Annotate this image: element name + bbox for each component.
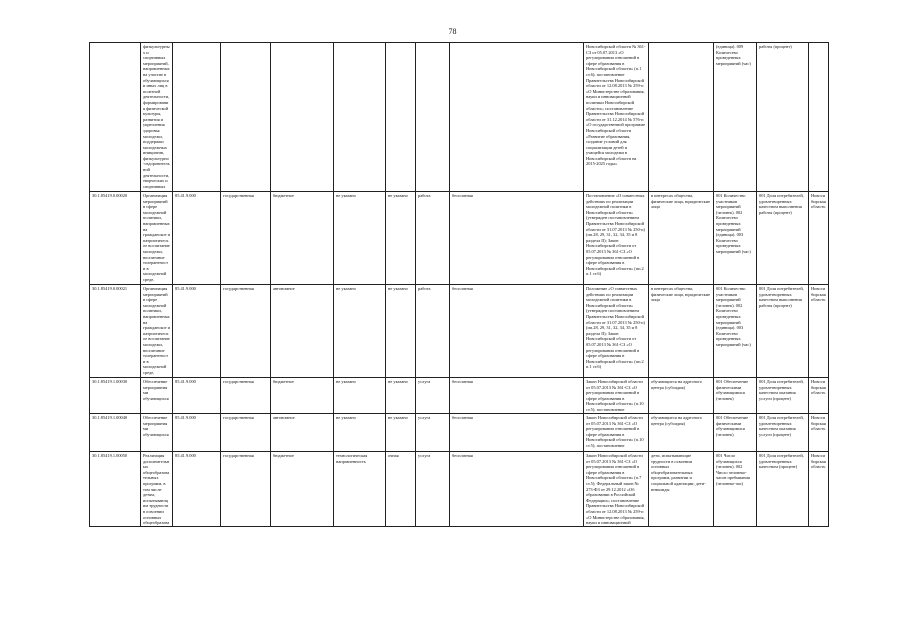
name-cell xyxy=(90,192,141,285)
region-cell xyxy=(757,414,809,452)
payment-cell xyxy=(416,285,450,378)
cell-text: 001 Доля потребителей, удовлетворенных качеством выполнения работы (процент) xyxy=(759,286,804,308)
conditions-cell xyxy=(334,192,386,285)
cell-text: 001 Количество участников мероприятий (человек). 002 Количество проведенных мероприятий (единица). 003 Количество проведенных мероприятий (час) xyxy=(716,286,751,347)
table-cell xyxy=(809,285,829,378)
cell-text: Новосибирская область xyxy=(811,415,826,432)
cell-text: автономное xyxy=(273,286,295,291)
region-cell xyxy=(757,192,809,285)
cell-text: 85.41.9.000 xyxy=(175,415,196,420)
okved-cell xyxy=(141,43,173,192)
payment-cell xyxy=(416,43,450,192)
conditions-cell xyxy=(334,452,386,527)
table-row xyxy=(90,285,829,378)
content-cell xyxy=(271,192,334,285)
cell-text: 30.1.85419.0.00020 xyxy=(92,193,128,198)
quality-indicators-cell xyxy=(714,452,757,527)
service-kind-cell xyxy=(386,43,416,192)
okved-cell xyxy=(141,452,173,527)
volume-indicators-cell xyxy=(649,43,714,192)
cell-text: не указано xyxy=(388,286,408,291)
cell-text: бесплатная xyxy=(452,286,473,291)
type-cell xyxy=(173,192,221,285)
cell-text: Закон Новосибирской области от 05.07.2013 № 361-СЗ «О регулировании отношений в сфере образования в Новосибирской области» (п.7 ст.5); Федеральный закон № 273-ФЗ от 29.12.2012 «Об образовании в Российской Федерации»; постановление Правительства Новосибирской области от 12.08.2013 № 259-п «О Министерстве образования, науки и инновационной xyxy=(586,453,645,525)
cell-text: государственная xyxy=(223,193,254,198)
cell-text: Закон Новосибирской области от 05.07.2013 № 361-СЗ «О регулировании отношений в сфере образования в Новосибирской области» (п.10 ст.5); постановление xyxy=(586,379,644,412)
cell-text: 001 Обеспечение физическими обучающимися (человек) xyxy=(716,415,749,437)
cell-text: Закон Новосибирской области от 05.07.2013 № 361-СЗ «О регулировании отношений в сфере образования в Новосибирской области» (п.10 ст.5); постановление xyxy=(586,415,644,448)
table-cell xyxy=(809,192,829,285)
cell-text: 001 Доля потребителей, удовлетворенных качеством оказания услуги (процент) xyxy=(759,379,804,401)
payment-cell xyxy=(416,452,450,527)
name-cell xyxy=(90,414,141,452)
cell-text: бесплатная xyxy=(452,379,473,384)
consumers-cell xyxy=(584,414,649,452)
cell-text: Новосибирская область xyxy=(811,193,826,210)
cell-text: работа xyxy=(418,286,431,291)
cell-text: не указано xyxy=(388,415,408,420)
cell-text: 85.41.9.000 xyxy=(175,286,196,291)
cell-text: бесплатная xyxy=(452,193,473,198)
table-cell xyxy=(809,378,829,414)
cell-text: 30.1.85419.1.00050 xyxy=(92,453,128,458)
service-kind-cell xyxy=(386,192,416,285)
cell-text: не указано xyxy=(336,193,356,198)
cell-text: Реализация дополнительных общеобразовательных программ, в том числе детям, испытывающим трудности в освоении основных общеобразова xyxy=(143,453,170,525)
service-kind-cell xyxy=(386,452,416,527)
quality-indicators-cell xyxy=(714,378,757,414)
consumers-cell xyxy=(584,378,649,414)
table-row xyxy=(90,43,829,192)
cell-text: 001 Количество участников мероприятий (человек). 002 Количество проведенных мероприятий (единица). 003 Количество проведенных мероприятий (час) xyxy=(716,193,751,254)
consumers-cell xyxy=(584,43,649,192)
type-cell xyxy=(173,378,221,414)
volume-indicators-cell xyxy=(649,378,714,414)
region-cell xyxy=(757,378,809,414)
cell-text: в интересах общества, физические лица, юридические лица xyxy=(651,193,711,210)
cell-text: 30.1.85419.1.00030 xyxy=(92,379,128,384)
cell-text: 30.1.85419.0.00021 xyxy=(92,286,128,291)
cell-text: бесплатная xyxy=(452,415,473,420)
cell-text: 001 Доля потребителей, удовлетворенных качеством оказания услуги (процент) xyxy=(759,415,804,437)
type-cell xyxy=(173,285,221,378)
cell-text: не указано xyxy=(336,415,356,420)
region-cell xyxy=(757,43,809,192)
service-kind-cell xyxy=(386,285,416,378)
cell-text: 001 Обеспечение физическими обучающимися (человек) xyxy=(716,379,749,401)
cell-text: дети, испытывающие трудности в освоении основных общеобразовательных программ, развитии и социальной адаптации; дети-инвалиды xyxy=(651,453,706,492)
cell-text: 85.41.9.000 xyxy=(175,193,196,198)
cell-text: государственная xyxy=(223,379,254,384)
cell-text: бюджетное xyxy=(273,379,294,384)
institution-type-cell xyxy=(221,285,271,378)
cell-text: Обеспечение мероприятиями обучающихся xyxy=(143,415,169,437)
cell-text: Новосибирской области № 361-СЗ от 05.07.2013 «О регулировании отношений в сфере образования в Новосибирской области» (п.1 ст.6); постановление Правительства Новосибирской области от 12.08.2013 № 259-п «О Министерстве образования, науки и инновационной политики Новосибирской области»; постановление Правительства Новосибирской области от 31.12.2014 № 576-п «О государственной программе Новосибирской области «Развитие образования, создание условий для социализации детей и учащейся молодежи в Новосибирской области на 2015-2025 годы» xyxy=(586,44,646,167)
table-body xyxy=(90,43,829,527)
consumers-cell xyxy=(584,192,649,285)
cell-text: 001 Доля потребителей, удовлетворенных качеством (процент) xyxy=(759,453,804,470)
cell-text: Организация мероприятий в сфере молодежной политики, направленных на гражданское и патриотическое воспитание молодежи, воспитание толерантности в молодежной среде, xyxy=(143,193,170,282)
cell-text: 85.41.9.000 xyxy=(175,379,196,384)
conditions-cell xyxy=(334,378,386,414)
legal-basis-cell xyxy=(450,285,584,378)
cell-text: обучающиеся на адресного центра (субсидия) xyxy=(651,415,702,426)
content-cell xyxy=(271,452,334,527)
okved-cell xyxy=(141,414,173,452)
page-number: 78 xyxy=(448,27,457,36)
cell-text: 30.1.85419.1.00040 xyxy=(92,415,128,420)
name-cell xyxy=(90,378,141,414)
consumers-cell xyxy=(584,452,649,527)
cell-text: обучающиеся на адресного центра (субсидия) xyxy=(651,379,702,390)
table-cell xyxy=(809,43,829,192)
content-cell xyxy=(271,378,334,414)
service-kind-cell xyxy=(386,378,416,414)
cell-text: не указано xyxy=(388,193,408,198)
type-cell xyxy=(173,414,221,452)
cell-text: очная xyxy=(388,453,399,458)
table-cell xyxy=(809,452,829,527)
legal-basis-cell xyxy=(450,192,584,285)
cell-text: Постановление «О совместных действиях по реализации молодежной политики в Новосибирской области» (утвержден постановлением Правительства Новосибирской области от 31.07.2013 № 250-п) (пп.28, 29, 31, 32, 34, 35 и 8 раздела II); Закон Новосибирской области от 05.07.2013 № 361-СЗ «О регулировании отношений в сфере образования в Новосибирской области» (пп.2 п.1 ст.6) xyxy=(586,193,645,277)
volume-indicators-cell xyxy=(649,414,714,452)
volume-indicators-cell xyxy=(649,285,714,378)
cell-text: государственная xyxy=(223,286,254,291)
services-registry-table xyxy=(89,42,829,527)
table-row xyxy=(90,378,829,414)
okved-cell xyxy=(141,192,173,285)
cell-text: услуга xyxy=(418,453,431,458)
cell-text: государственная xyxy=(223,415,254,420)
okved-cell xyxy=(141,378,173,414)
cell-text: 001 Число обучающихся (человек). 002 Число человеко-часов пребывания (человеко-час) xyxy=(716,453,750,486)
cell-text: бесплатная xyxy=(452,453,473,458)
institution-type-cell xyxy=(221,192,271,285)
table-row xyxy=(90,452,829,527)
payment-cell xyxy=(416,414,450,452)
legal-basis-cell xyxy=(450,378,584,414)
cell-text: 85.41.9.000 xyxy=(175,453,196,458)
institution-type-cell xyxy=(221,452,271,527)
table-row xyxy=(90,192,829,285)
cell-text: не указано xyxy=(336,379,356,384)
cell-text: не указано xyxy=(388,379,408,384)
type-cell xyxy=(173,452,221,527)
cell-text: бюджетное xyxy=(273,193,294,198)
cell-text: Новосибирская область xyxy=(811,453,826,470)
cell-text: физкультурных и спортивных мероприятий, направленных на участие в обучающихся и иных лиц в полезной деятельности, формирования физической культуры, развития и укрепления здоровья молодежи, поддержки молодежных инициатив, физкультурно-оздоровительной деятельности, творческих и спортивных xyxy=(143,44,170,189)
cell-text: Положение «О совместных действиях по реализации молодежной политики в Новосибирской области» (утвержден постановлением Правительства Новосибирской области от 31.07.2013 № 250-п) (пп.28, 29, 31, 32, 34, 35 и 8 раздела II); Закон Новосибирской области от 05.07.2013 № 361-СЗ «О регулировании отношений в сфере образования в Новосибирской области» (пп.2 п.1 ст.6) xyxy=(586,286,645,370)
legal-basis-cell xyxy=(450,414,584,452)
cell-text: услуга xyxy=(418,415,431,420)
content-cell xyxy=(271,43,334,192)
institution-type-cell xyxy=(221,378,271,414)
payment-cell xyxy=(416,192,450,285)
cell-text: в интересах общества, физические лица, юридические лица xyxy=(651,286,711,303)
name-cell xyxy=(90,43,141,192)
quality-indicators-cell xyxy=(714,414,757,452)
content-cell xyxy=(271,414,334,452)
legal-basis-cell xyxy=(450,43,584,192)
region-cell xyxy=(757,452,809,527)
volume-indicators-cell xyxy=(649,192,714,285)
cell-text: 001 Доля потребителей, удовлетворенных качеством выполнения работы (процент) xyxy=(759,193,804,215)
cell-text: Организация мероприятий в сфере молодежной политики, направленных на гражданское и патриотическое воспитание молодежи, воспитание толерантности в молодежной среде, xyxy=(143,286,170,375)
cell-text: государственная xyxy=(223,453,254,458)
legal-basis-cell xyxy=(450,452,584,527)
institution-type-cell xyxy=(221,43,271,192)
quality-indicators-cell xyxy=(714,192,757,285)
cell-text: работа xyxy=(418,193,431,198)
quality-indicators-cell xyxy=(714,285,757,378)
consumers-cell xyxy=(584,285,649,378)
cell-text: (единица). 009 Количество проведенных мероприятий (час) xyxy=(716,44,751,66)
cell-text: автономное xyxy=(273,415,295,420)
region-cell xyxy=(757,285,809,378)
cell-text: работы (процент) xyxy=(759,44,792,49)
table-row xyxy=(90,414,829,452)
service-kind-cell xyxy=(386,414,416,452)
cell-text: Обеспечение мероприятиями обучающихся xyxy=(143,379,169,401)
table-cell xyxy=(809,414,829,452)
conditions-cell xyxy=(334,285,386,378)
institution-type-cell xyxy=(221,414,271,452)
cell-text: Новосибирская область xyxy=(811,379,826,396)
conditions-cell xyxy=(334,414,386,452)
cell-text: Новосибирская область xyxy=(811,286,826,303)
cell-text: не указано xyxy=(336,286,356,291)
name-cell xyxy=(90,285,141,378)
type-cell xyxy=(173,43,221,192)
name-cell xyxy=(90,452,141,527)
cell-text: услуга xyxy=(418,379,431,384)
cell-text: бюджетное xyxy=(273,453,294,458)
content-cell xyxy=(271,285,334,378)
volume-indicators-cell xyxy=(649,452,714,527)
quality-indicators-cell xyxy=(714,43,757,192)
conditions-cell xyxy=(334,43,386,192)
payment-cell xyxy=(416,378,450,414)
okved-cell xyxy=(141,285,173,378)
cell-text: технологическая направленность xyxy=(336,453,368,464)
